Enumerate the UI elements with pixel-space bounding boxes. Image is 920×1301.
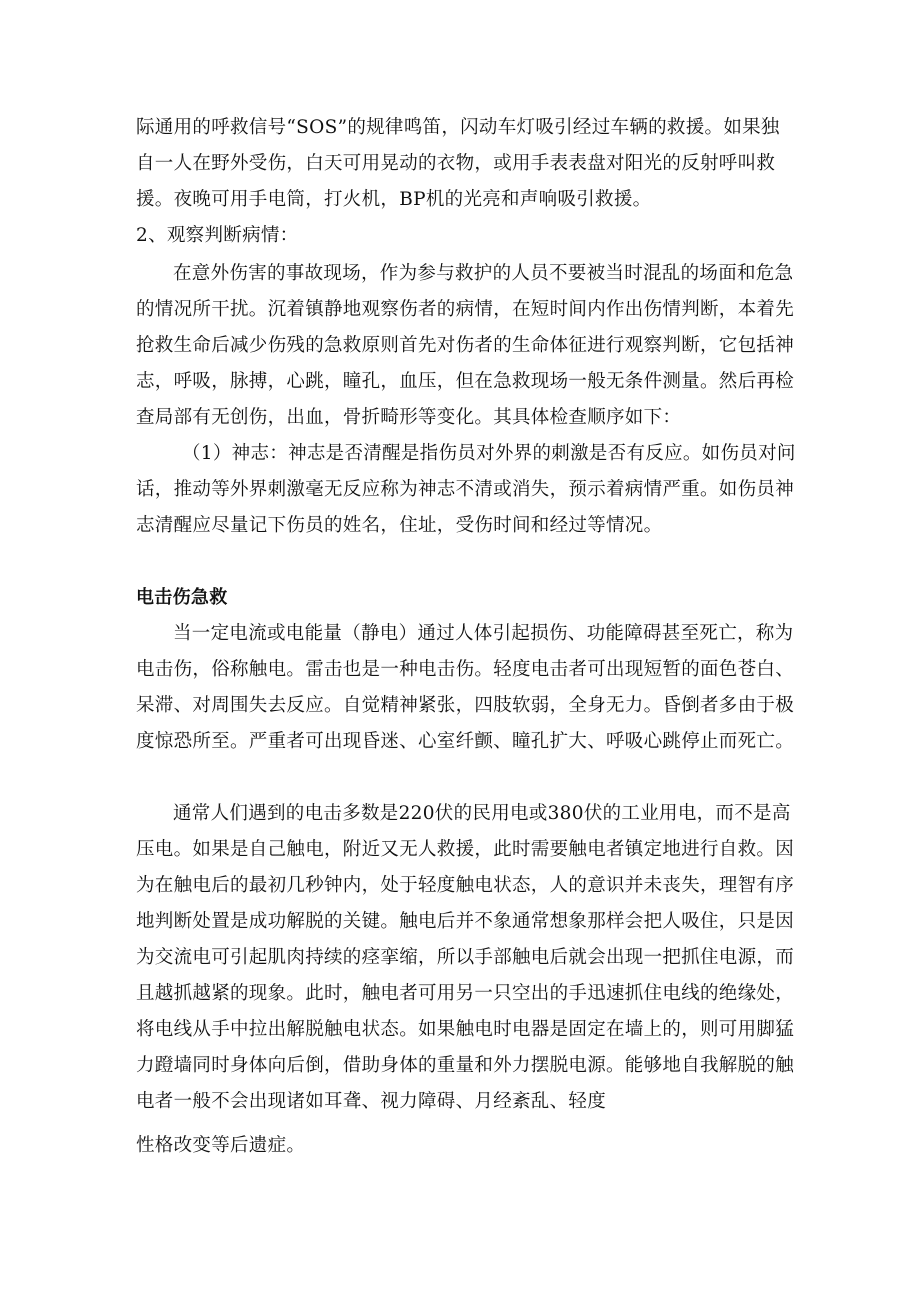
text-line: 查局部有无创伤，出血，骨折畸形等变化。其具体检查顺序如下： (136, 407, 682, 428)
text-line: 性格改变等后遗症。 (136, 1135, 306, 1156)
text-line: 志清醒应尽量记下伤员的姓名，住址，受伤时间和经过等情况。 (136, 515, 663, 536)
text-line: 且越抓越紧的现象。此时，触电者可用另一只空出的手迅速抓住电线的绝缘处， (136, 983, 795, 1004)
text-line: 呆滞、对周围失去反应。自觉精神紧张，四肢软弱，全身无力。昏倒者多由于极 (136, 695, 795, 716)
text-line: 为在触电后的最初几秒钟内，处于轻度触电状态，人的意识并未丧失，理智有序 (136, 875, 795, 896)
text-line: 的情况所干扰。沉着镇静地观察伤者的病情，在短时间内作出伤情判断，本着先 (136, 299, 795, 320)
text-line: 通常人们遇到的电击多数是220伏的民用电或380伏的工业用电，而不是高 (173, 803, 791, 824)
text-line: 在意外伤害的事故现场，作为参与救护的人员不要被当时混乱的场面和危急 (173, 263, 794, 284)
text-line: 压电。如果是自己触电，附近又无人救援，此时需要触电者镇定地进行自救。因 (136, 839, 795, 860)
text-line: 际通用的呼救信号“SOS”的规律鸣笛，闪动车灯吸引经过车辆的救援。如果独 (136, 117, 780, 138)
text-line: 自一人在野外受伤，白天可用晃动的衣物，或用手表表盘对阳光的反射呼叫救 (136, 153, 776, 174)
text-line: 为交流电可引起肌肉持续的痉挛缩，所以手部触电后就会出现一把抓住电源，而 (136, 947, 795, 968)
text-line: 援。夜晚可用手电筒，打火机，BP机的光亮和声响吸引救援。 (136, 189, 652, 210)
text-line: 当一定电流或电能量（静电）通过人体引起损伤、功能障碍甚至死亡，称为 (173, 623, 794, 644)
text-line: （1）神志：神志是否清醒是指伤员对外界的刺激是否有反应。如伤员对问 (182, 443, 796, 464)
text-line: 电击伤，俗称触电。雷击也是一种电击伤。轻度电击者可出现短暂的面色苍白、 (136, 659, 795, 680)
text-line: 电者一般不会出现诸如耳聋、视力障碍、月经紊乱、轻度 (136, 1091, 607, 1112)
text-line: 度惊恐所至。严重者可出现昏迷、心室纤颤、瞳孔扩大、呼吸心跳停止而死亡。 (136, 731, 795, 752)
text-line: 地判断处置是成功解脱的关键。触电后并不象通常想象那样会把人吸住，只是因 (136, 911, 795, 932)
text-line: 力蹬墙同时身体向后倒，借助身体的重量和外力摆脱电源。能够地自我解脱的触 (136, 1055, 795, 1076)
text-line: 抢救生命后减少伤残的急救原则首先对伤者的生命体征进行观察判断，它包括神 (136, 335, 795, 356)
section-subheading: 2、观察判断病情： (136, 225, 299, 246)
section-heading: 电击伤急救 (136, 587, 228, 608)
text-line: 将电线从手中拉出解脱触电状态。如果触电时电器是固定在墙上的，则可用脚猛 (136, 1019, 795, 1040)
text-line: 志，呼吸，脉搏，心跳，瞳孔，血压，但在急救现场一般无条件测量。然后再检 (136, 371, 795, 392)
text-line: 话，推动等外界刺激毫无反应称为神志不清或消失，预示着病情严重。如伤员神 (136, 479, 795, 500)
